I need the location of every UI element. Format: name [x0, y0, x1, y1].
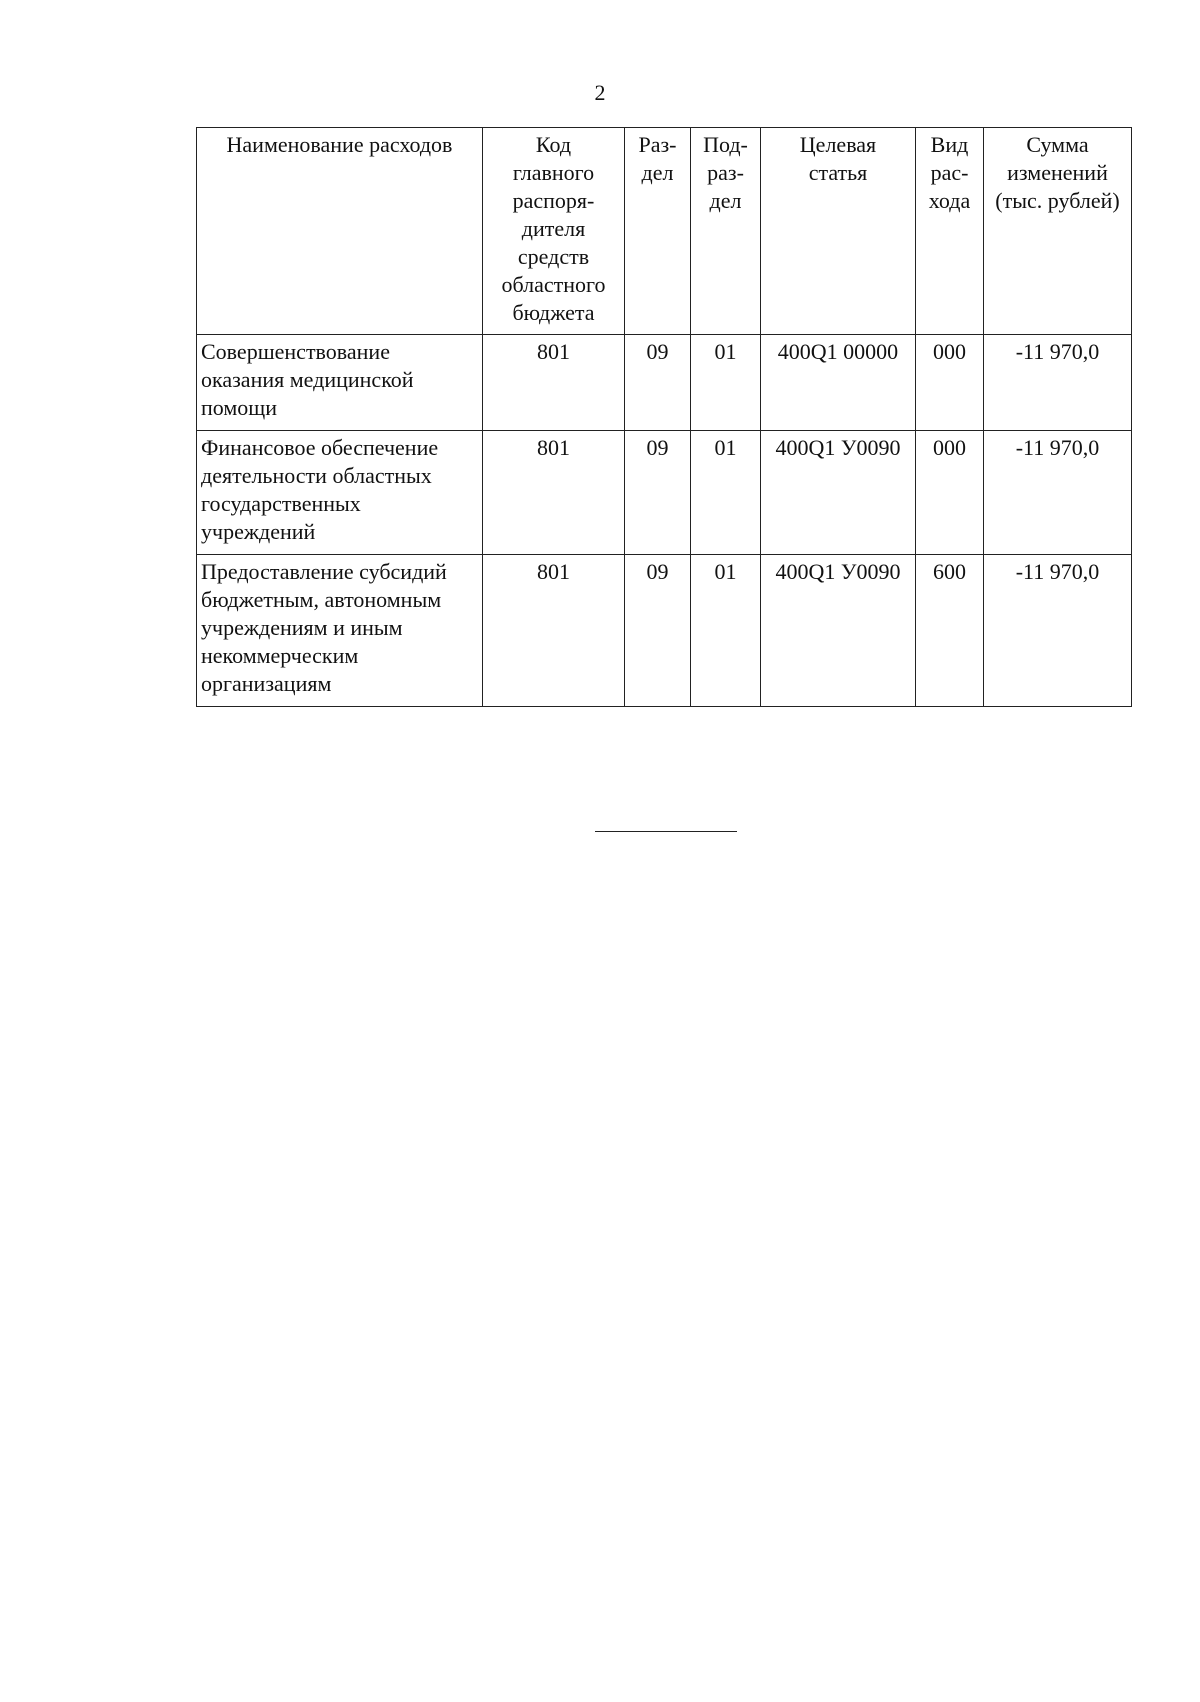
cell-change-sum: -11 970,0 — [984, 335, 1132, 431]
cell-subsection: 01 — [691, 335, 761, 431]
cell-expense-type: 000 — [916, 335, 984, 431]
cell-manager-code: 801 — [483, 335, 625, 431]
header-manager-code: Код главного распоря- дителя средств областного бюджета — [483, 128, 625, 335]
cell-change-sum: -11 970,0 — [984, 555, 1132, 707]
header-section: Раз- дел — [625, 128, 691, 335]
end-of-document-rule — [595, 831, 737, 832]
cell-manager-code: 801 — [483, 431, 625, 555]
header-subsection: Под- раз- дел — [691, 128, 761, 335]
cell-section: 09 — [625, 335, 691, 431]
cell-manager-code: 801 — [483, 555, 625, 707]
cell-expense-type: 000 — [916, 431, 984, 555]
table-row — [197, 555, 1132, 707]
cell-change-sum: -11 970,0 — [984, 431, 1132, 555]
page-number: 2 — [594, 80, 606, 105]
cell-expense-name: Предоставление субсидий бюджетным, автономным учреждениям и иным некоммерческим организациям — [197, 555, 483, 707]
table-row — [197, 431, 1132, 555]
header-target-article: Целевая статья — [761, 128, 916, 335]
cell-target-article: 400Q1 У0090 — [761, 431, 916, 555]
cell-target-article: 400Q1 У0090 — [761, 555, 916, 707]
cell-section: 09 — [625, 431, 691, 555]
cell-expense-type: 600 — [916, 555, 984, 707]
cell-target-article: 400Q1 00000 — [761, 335, 916, 431]
cell-subsection: 01 — [691, 555, 761, 707]
header-expense-type: Вид рас- хода — [916, 128, 984, 335]
table-header-row — [197, 128, 1132, 335]
table-row — [197, 335, 1132, 431]
cell-expense-name: Совершенствование оказания медицинской помощи — [197, 335, 483, 431]
header-change-sum: Сумма изменений (тыс. рублей) — [984, 128, 1132, 335]
cell-subsection: 01 — [691, 431, 761, 555]
header-expense-name: Наименование расходов — [197, 128, 483, 335]
expenses-table — [196, 127, 1132, 707]
cell-section: 09 — [625, 555, 691, 707]
cell-expense-name: Финансовое обеспечение деятельности областных государственных учреждений — [197, 431, 483, 555]
